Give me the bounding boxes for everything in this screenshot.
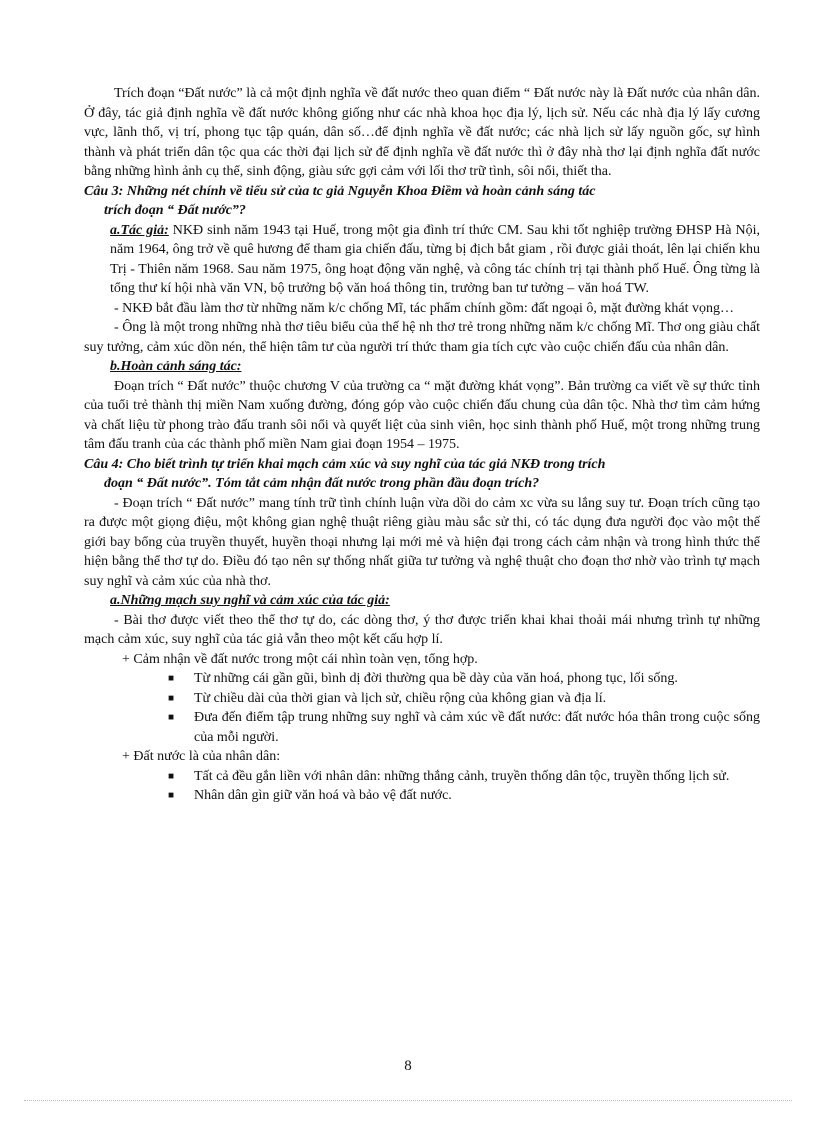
excerpt-paragraph: - Đoạn trích “ Đất nước” mang tính trữ tình chính luận vừa dồi do cảm xc vừa su lắng suy tư. Đoạn trích cũng tạo ra được một giọng điệu, một không gian nghệ thuật riêng giàu màu sắc sử thi, có tác dụng đưa người đọc vào một thế giới bay bổng của truyền thuyết, huyền thoại nhưng lại mới mẻ và hiện đại trong cách cảm nhận và trong hình thức thể hiện bằng thể thơ tự do. Điều đó tạo nên sự thống nhất giữa tư tưởng và nghệ thuật cho đoạn thơ nhờ vào trình tự mạch suy nghĩ và cảm xúc của nhà thơ. [84, 495, 760, 589]
author-paragraph [84, 221, 760, 299]
list-item: ■ Nhân dân gìn giữ văn hoá và bảo vệ đất nước. [194, 786, 760, 806]
context-subheading-wrap [84, 357, 760, 377]
structure-paragraph: - Bài thơ được viết theo thể thơ tự do, các dòng thơ, ý thơ được triển khai khai thoải mái nhưng trình tự những mạch cảm xúc, suy nghĩ của tác giả vẫn theo một kết cấu hợp lí. [84, 612, 760, 647]
context-subheading: b.Hoàn cảnh sáng tác: [110, 359, 242, 374]
question-4-line-2: đoạn “ Đất nước”. Tóm tắt cảm nhận đất nước trong phần đầu đoạn trích? [104, 476, 540, 491]
plus-item-2: + Đất nước là của nhân dân: [122, 749, 281, 764]
bullet-list-1 [84, 669, 760, 747]
flow-subheading-wrap [84, 591, 760, 611]
list-item: ■ Từ những cái gần gũi, bình dị đời thường qua bề dày của văn hoá, phong tục, lối sống. [194, 669, 760, 689]
footer-divider [24, 1100, 792, 1101]
author-text: NKĐ sinh năm 1943 tại Huế, trong một gia đình trí thức CM. Sau khi tốt nghiệp trường ĐHSP Hà Nội, năm 1964, ông trở về quê hương để tham gia chiến đấu, từng bị địch bắt giam , rồi được giải thoát, lên lại chiến khu Trị - Thiên năm 1968. Sau năm 1975, ông hoạt động văn nghệ, và công tác chính trị tại thành phố Huế. Ông từng là tổng thư kí hội nhà văn VN, bộ trưởng bộ văn hoá thông tin, trưởng ban tư tưởng – văn hoá TW. [110, 222, 760, 296]
question-4-line-1: Câu 4: Cho biết trình tự triển khai mạch cảm xúc và suy nghĩ của tác giả NKĐ trong trích [84, 456, 606, 472]
list-item: ■ Từ chiều dài của thời gian và lịch sử, chiều rộng của không gian và địa lí. [194, 689, 760, 709]
works-paragraph: - NKĐ bắt đầu làm thơ từ những năm k/c chống Mĩ, tác phẩm chính gồm: đất ngoại ô, mặt đường khát vọng… [114, 300, 735, 316]
bullet-list-2 [84, 767, 760, 806]
question-3-line-1: Câu 3: Những nét chính về tiểu sử của tc giả Nguyễn Khoa Điềm và hoàn cảnh sáng tác [84, 183, 596, 199]
document-page [84, 84, 760, 806]
author-subheading: a.Tác giả: [110, 222, 169, 238]
page-number: 8 [404, 1058, 412, 1074]
question-3-line-2: trích đoạn “ Đất nước”? [104, 203, 246, 218]
list-item: ■ Tất cả đều gắn liền với nhân dân: những thắng cảnh, truyền thống dân tộc, truyền thống lịch sử. [194, 767, 760, 787]
list-item: ■ Đưa đến điểm tập trung những suy nghĩ và cảm xúc về đất nước: đất nước hóa thân trong cuộc sống của mỗi người. [194, 708, 760, 747]
intro-paragraph: Trích đoạn “Đất nước” là cả một định nghĩa về đất nước theo quan điểm “ Đất nước này là Đất nước của nhân dân. Ở đây, tác giả định nghĩa về đất nước không giống như các nhà khoa học địa lý, lịch sử. Nếu các nhà địa lý lấy cương vực, lãnh thổ, vị trí, phong tục tập quán, dân số…để định nghĩa về đất nước; các nhà lịch sử lấy nguồn gốc, sự hình thành và phát triển dân tộc qua các thời đại lịch sử để định nghĩa về đất nước thì ở đây nhà thơ lại định nghĩa đất nước bằng những hình ảnh cụ thể, sinh động, giàu sức gợi cảm với lối thơ trữ tình, sôi nổi, thiết tha. [84, 86, 760, 179]
plus-item-1: + Cảm nhận về đất nước trong một cái nhìn toàn vẹn, tổng hợp. [122, 651, 478, 667]
style-paragraph: - Ông là một trong những nhà thơ tiêu biểu của thế hệ nh thơ trẻ trong những năm k/c chống Mĩ. Thơ ong giàu chất suy tưởng, cảm xúc dồn nén, thể hiện tâm tư của người trí thức tham gia tích cực vào cuộc chiến đấu của nhân dân. [84, 320, 760, 355]
question-4-heading [84, 455, 760, 494]
context-paragraph: Đoạn trích “ Đất nước” thuộc chương V của trường ca “ mặt đường khát vọng”. Bản trường ca viết về sự thức tỉnh của tuổi trẻ thành thị miền Nam xuống đường, đóng góp vào cuộc chiến đấu chung của dân tộc. Nhà thơ tìm cảm hứng và chất liệu từ phong trào đấu tranh sôi nổi và quyết liệt của sinh viên, học sinh thành phố Huế, một trong những trung tâm đấu tranh của các thành phố miền Nam giai đoạn 1954 – 1975. [84, 378, 760, 452]
flow-subheading: a.Những mạch suy nghĩ và cảm xúc của tác giả: [110, 593, 390, 608]
question-3-heading [84, 182, 760, 221]
